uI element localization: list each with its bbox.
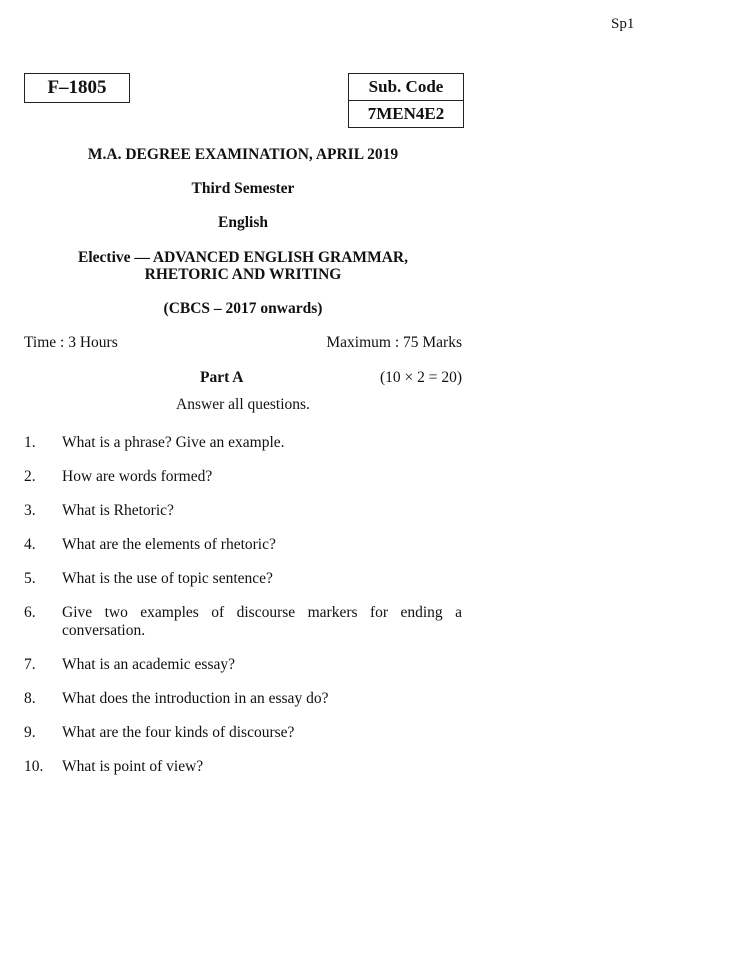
page-tag: Sp1 <box>611 16 635 32</box>
question-item <box>24 536 462 554</box>
semester: Third Semester <box>191 180 295 197</box>
question-number: 5. <box>24 570 36 587</box>
question-item <box>24 690 462 708</box>
question-text: What is point of view? <box>62 758 204 775</box>
question-text: What is Rhetoric? <box>62 502 174 519</box>
question-item <box>24 570 462 588</box>
question-number: 4. <box>24 536 36 553</box>
exam-title: M.A. DEGREE EXAMINATION, APRIL 2019 <box>87 146 399 163</box>
question-number: 8. <box>24 690 36 707</box>
question-item <box>24 434 462 452</box>
question-number: 9. <box>24 724 36 741</box>
question-number: 2. <box>24 468 36 485</box>
paper-code: F–1805 <box>47 77 107 98</box>
subject: English <box>218 214 268 231</box>
scheme: (CBCS – 2017 onwards) <box>163 300 323 317</box>
question-number: 6. <box>24 604 36 621</box>
question-text: Give two examples of discourse markers for ending a conversation. <box>62 604 462 639</box>
question-text: What are the elements of rhetoric? <box>62 536 276 553</box>
question-text: What does the introduction in an essay do? <box>62 690 329 707</box>
question-text: What is the use of topic sentence? <box>62 570 273 587</box>
elective-title-line-1: Elective — ADVANCED ENGLISH GRAMMAR, <box>78 249 408 266</box>
subject-code-label: Sub. Code <box>368 77 444 96</box>
exam-time: Time : 3 Hours <box>24 334 118 351</box>
question-text: What are the four kinds of discourse? <box>62 724 295 741</box>
question-item <box>24 656 462 674</box>
question-item <box>24 468 462 486</box>
question-number: 10. <box>24 758 44 775</box>
question-number: 3. <box>24 502 36 519</box>
elective-title-line-2: RHETORIC AND WRITING <box>144 266 342 283</box>
question-item <box>24 758 462 776</box>
question-text: What is a phrase? Give an example. <box>62 434 285 451</box>
question-item <box>24 604 462 640</box>
question-number: 1. <box>24 434 36 451</box>
question-item <box>24 724 462 742</box>
subject-code-value: 7MEN4E2 <box>349 100 463 127</box>
subject-code-box <box>348 73 464 128</box>
question-item <box>24 502 462 520</box>
question-text: How are words formed? <box>62 468 213 485</box>
question-number: 7. <box>24 656 36 673</box>
time-marks-row <box>24 334 462 352</box>
paper-code-box <box>24 73 130 103</box>
part-a-marks: (10 × 2 = 20) <box>379 369 462 386</box>
elective-title <box>24 249 462 283</box>
max-marks: Maximum : 75 Marks <box>326 334 462 351</box>
question-text: What is an academic essay? <box>62 656 235 673</box>
part-a-title: Part A <box>200 369 244 386</box>
part-a-instruction: Answer all questions. <box>176 396 310 413</box>
